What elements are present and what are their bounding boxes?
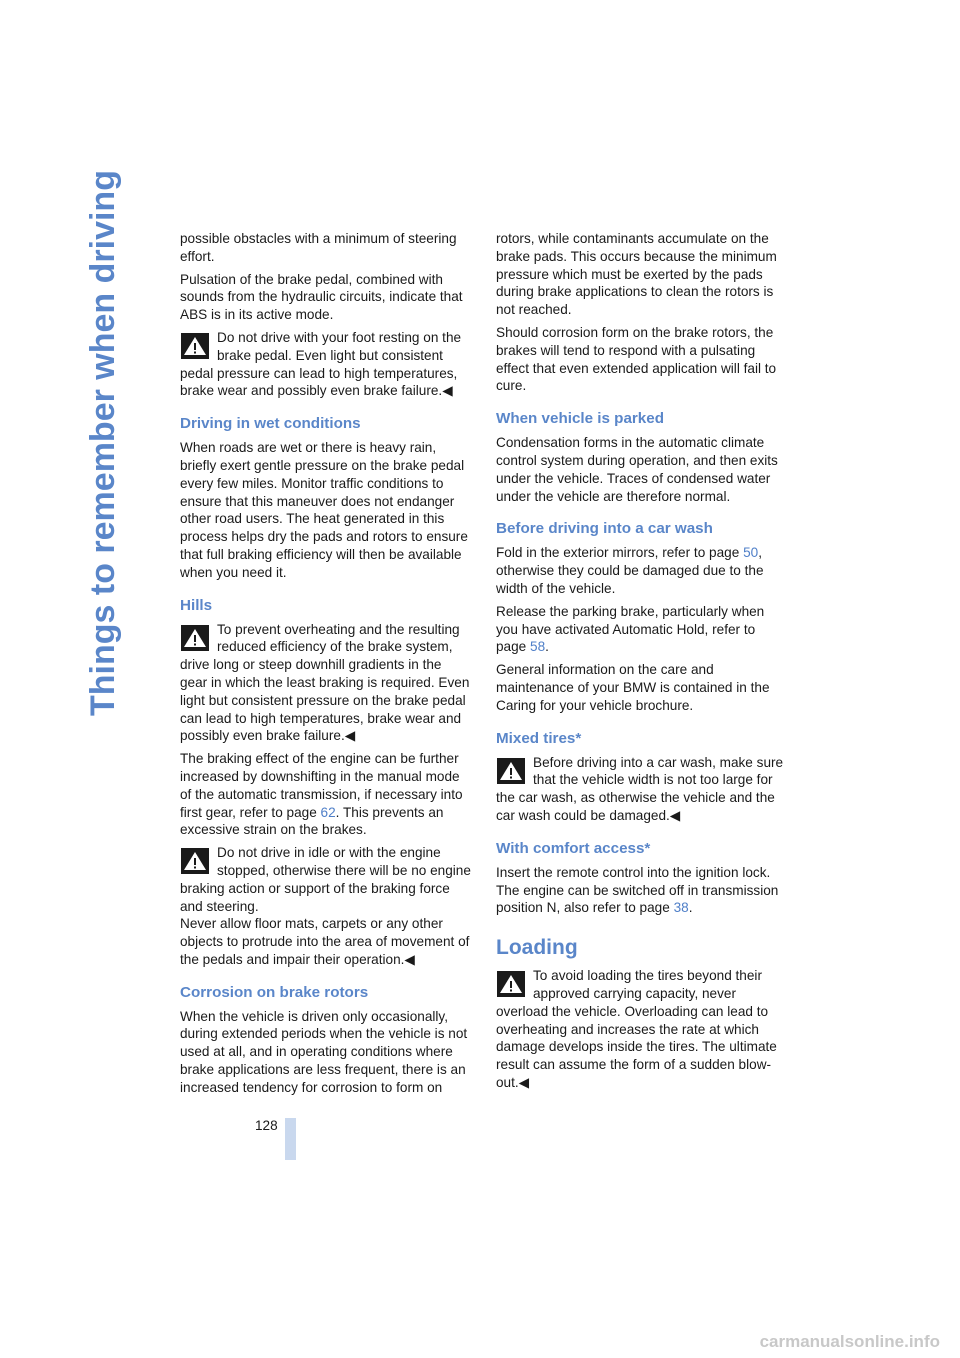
paragraph: When the vehicle is driven only occasionally, during extended periods when the vehicle is not used at all, and in operating conditions where brake applications are less frequent, there is an increased tendency for corrosion to form on [180,1008,468,1095]
warning-text: Do not drive in idle or with the engine stopped, otherwise there will be no engine braking action or support of the braking force and steering. [180,845,471,914]
warning-note [496,967,788,1092]
section-heading-wet-conditions: Driving in wet conditions [180,415,361,433]
page-number: 128 [255,1118,278,1133]
paragraph: Condensation forms in the automatic climate control system during operation, and then exits under the vehicle. Traces of condensed water under the vehicle are therefore normal. [496,435,778,504]
warning-text: Do not drive with your foot resting on the brake pedal. Even light but consistent pedal pressure can lead to high temperatures, brake wear and possibly even brake failure.◀ [180,329,462,399]
paragraph [496,603,788,656]
section-heading-comfort-access: With comfort access* [496,839,651,857]
paragraph: When roads are wet or there is heavy rain, briefly exert gentle pressure on the brake pedal every few miles. Monitor traffic conditions to ensure that this maneuver does not endanger other road users. The heat generated in this process helps dry the pads and rotors to ensure that full braking efficiency will then be available when you need it. [180,440,468,580]
warning-note [180,329,472,400]
warning-note [496,754,788,825]
warning-icon [181,333,209,359]
warning-icon [497,971,525,997]
text-run: Fold in the exterior mirrors, refer to page [496,545,744,561]
text-run: Release the parking brake, particularly when you have activated Automatic Hold, refer to page [496,603,765,655]
page-link-50[interactable]: 50 [743,545,759,561]
page-link-58[interactable]: 58 [530,639,546,655]
right-column [496,230,788,1097]
page-link-62[interactable]: 62 [320,804,336,820]
paragraph: General information on the care and maintenance of your BMW is contained in the Caring for your vehicle brochure. [496,662,770,713]
warning-text: Never allow floor mats, carpets or any other objects to protrude into the area of movement of the pedals and impair their operation.◀ [180,916,470,967]
warning-text: Before driving into a car wash, make sure that the vehicle width is not too large for the car wash, as otherwise the vehicle and the car wash could be damaged.◀ [496,754,784,823]
paragraph: Should corrosion form on the brake rotors, the brakes will tend to respond with a pulsating effect that even extended application will fail to cure. [496,324,777,394]
paragraph: Pulsation of the brake pedal, combined with sounds from the hydraulic circuits, indicate that ABS is in its active mode. [180,271,463,323]
warning-icon [181,848,209,874]
paragraph [496,544,788,597]
section-heading-car-wash: Before driving into a car wash [496,520,713,538]
paragraph [496,864,788,917]
chapter-title: Things to remember when driving [84,170,122,716]
section-heading-mixed-tires: Mixed tires* [496,729,582,747]
page-link-38[interactable]: 38 [673,900,689,916]
text-run: . This prevents an excessive strain on the brakes. [180,804,444,838]
paragraph [180,750,472,839]
section-heading-parked: When vehicle is parked [496,410,664,428]
paragraph: possible obstacles with a minimum of steering effort. [180,231,457,264]
page-marker-bar [285,1118,296,1160]
left-column [180,230,472,1102]
warning-icon [181,625,209,651]
section-heading-hills: Hills [180,596,213,614]
text-run: , otherwise they could be damaged due to the width of the vehicle. [496,545,764,596]
warning-note [180,844,472,969]
warning-note [180,621,472,746]
text-run: . [545,639,549,655]
text-run: . [688,900,693,916]
warning-text: To avoid loading the tires beyond their approved carrying capacity, never overload the vehicle. Overloading can lead to overheating and increases the rate at which damage develops inside the tires. The ultimate result can assume the form of a sudden blow-out.◀ [496,968,777,1090]
warning-text: To prevent overheating and the resulting reduced efficiency of the brake system, drive long or steep downhill gradients in the gear in which the least braking is required. Even light but consistent pressure on the brake pedal can lead to high temperatures, brake wear and possibly even brake failure.◀ [180,621,470,744]
section-heading-loading: Loading [496,936,578,960]
text-run: Insert the remote control into the ignition lock. The engine can be switched off in transmission position N, also refer to page [496,864,779,916]
watermark: carmanualsonline.info [759,1332,940,1351]
warning-icon [497,758,525,784]
text-run: The braking effect of the engine can be further increased by downshifting in the manual mode of the automatic transmission, if necessary into first gear, refer to page [180,751,463,820]
section-heading-corrosion: Corrosion on brake rotors [180,983,369,1001]
paragraph: rotors, while contaminants accumulate on the brake pads. This occurs because the minimum pressure which must be exerted by the pads during brake applications to clean the rotors is not reached. [496,231,777,318]
